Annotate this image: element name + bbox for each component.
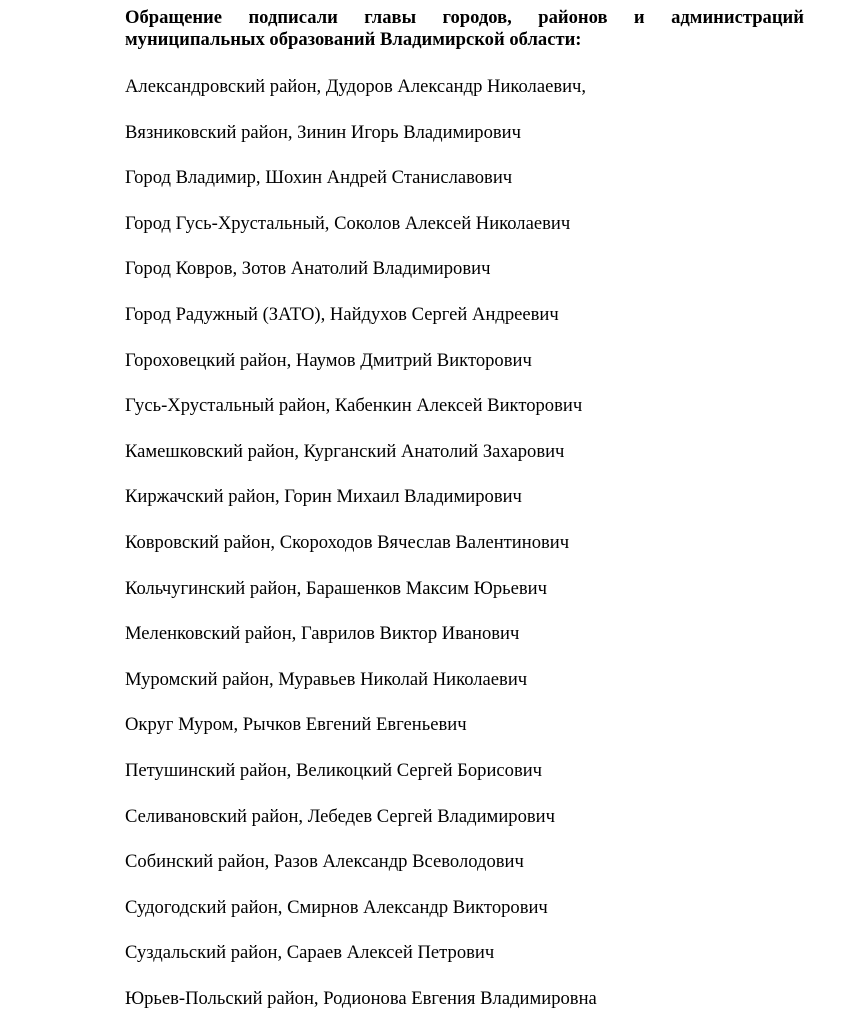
signer-item: Город Владимир, Шохин Андрей Станиславович [125,167,513,189]
signer-item: Вязниковский район, Зинин Игорь Владимирович [125,121,521,143]
signer-item: Селивановский район, Лебедев Сергей Владимирович [125,805,555,827]
signer-item: Муромский район, Муравьев Николай Николаевич [125,668,528,690]
signers-list [125,74,597,1031]
signer-item: Судогодский район, Смирнов Александр Викторович [125,896,548,918]
signer-item: Округ Муром, Рычков Евгений Евгеньевич [125,714,467,736]
signer-item: Суздальский район, Сараев Алексей Петрович [125,942,495,964]
signer-item: Город Радужный (ЗАТО), Найдухов Сергей Андреевич [125,303,559,325]
signer-item: Юрьев-Польский район, Родионова Евгения Владимировна [125,987,597,1009]
signer-item: Гороховецкий район, Наумов Дмитрий Викторович [125,349,532,371]
signer-item: Город Гусь-Хрустальный, Соколов Алексей Николаевич [125,212,571,234]
signer-item: Меленковский район, Гаврилов Виктор Иванович [125,623,520,645]
signer-item: Камешковский район, Курганский Анатолий Захарович [125,440,565,462]
signer-item: Город Ковров, Зотов Анатолий Владимирович [125,258,491,280]
signer-item: Александровский район, Дудоров Александр Николаевич, [125,76,587,97]
signer-item: Ковровский район, Скороходов Вячеслав Валентинович [125,531,570,553]
signer-item: Петушинский район, Великоцкий Сергей Борисович [125,759,543,781]
signer-item: Собинский район, Разов Александр Всеволодович [125,851,524,873]
document-heading: Обращение подписали главы городов, районов и администраций муниципальных образований Владимирской области: [125,7,804,50]
signer-item: Кольчугинский район, Барашенков Максим Юрьевич [125,577,547,599]
signer-item: Гусь-Хрустальный район, Кабенкин Алексей Викторович [125,395,583,417]
signer-item: Киржачский район, Горин Михаил Владимирович [125,486,522,508]
